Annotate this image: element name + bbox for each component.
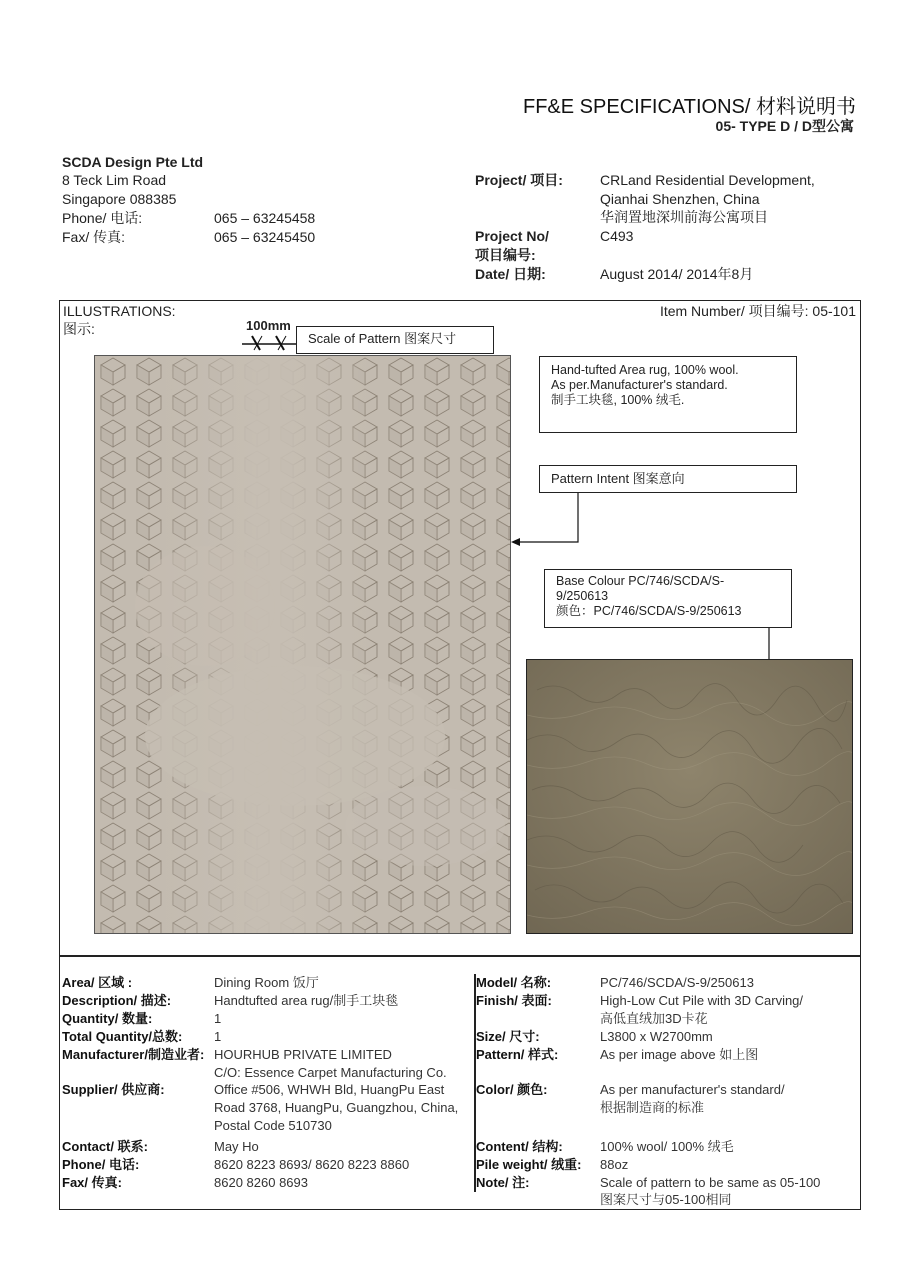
pattern-intent-box	[539, 465, 797, 493]
colour-swatch	[526, 659, 853, 934]
spec-fax-label: Fax/ 传真:	[62, 1175, 122, 1190]
spec-phone-label: Phone/ 电话:	[62, 1157, 140, 1172]
pattern-intent-label: Pattern Intent 图案意向	[551, 471, 685, 486]
spec-area-value: Dining Room 饭厅	[214, 975, 319, 990]
spec-pile-weight-value: 88oz	[600, 1157, 629, 1172]
base-colour-line2: 9/250613	[556, 589, 609, 603]
spec-manufacturer-value-line2: C/O: Essence Carpet Manufacturing Co.	[214, 1065, 447, 1080]
spec-finish-label: Finish/ 表面:	[476, 993, 552, 1008]
spec-contact-label: Contact/ 联系:	[62, 1139, 148, 1154]
spec-quantity-label: Quantity/ 数量:	[62, 1011, 153, 1026]
spec-finish-value-line2: 高低直绒加3D卡花	[600, 1011, 708, 1026]
spec-pile-weight-label: Pile weight/ 绒重:	[476, 1157, 582, 1172]
company-fax: 065 – 63245450	[214, 229, 316, 245]
project-name-line1: CRLand Residential Development,	[600, 172, 815, 188]
description-line2: As per.Manufacturer's standard.	[551, 378, 728, 392]
spec-supplier-label: Supplier/ 供应商:	[62, 1082, 165, 1097]
company-name: SCDA Design Pte Ltd	[62, 154, 204, 170]
base-colour-line1: Base Colour PC/746/SCDA/S-	[556, 574, 725, 588]
project-no: C493	[600, 228, 634, 244]
spec-manufacturer-value: HOURHUB PRIVATE LIMITED	[214, 1047, 392, 1062]
spec-model-label: Model/ 名称:	[476, 975, 552, 990]
project-name-line3: 华润置地深圳前海公寓项目	[600, 209, 768, 225]
spec-content-value: 100% wool/ 100% 绒毛	[600, 1139, 734, 1154]
illustrations-label-cn: 图示:	[63, 321, 95, 337]
spec-note-label: Note/ 注:	[476, 1175, 530, 1190]
spec-note-value: Scale of pattern to be same as 05-100	[600, 1175, 821, 1190]
spec-color-value-line2: 根据制造商的标准	[600, 1100, 705, 1115]
spec-description-label: Description/ 描述:	[62, 993, 172, 1008]
spec-contact-value: May Ho	[214, 1139, 259, 1154]
scale-mark-icon	[240, 330, 300, 352]
rug-image	[94, 355, 511, 934]
company-address-line1: 8 Teck Lim Road	[62, 172, 167, 188]
spec-pattern-value: As per image above 如上图	[600, 1047, 759, 1062]
company-phone: 065 – 63245458	[214, 210, 316, 226]
section-divider	[59, 955, 861, 957]
company-fax-label: Fax/ 传真:	[62, 229, 126, 245]
date-value: August 2014/ 2014年8月	[600, 266, 754, 282]
spec-phone-value: 8620 8223 8693/ 8620 8223 8860	[214, 1157, 410, 1172]
company-phone-label: Phone/ 电话:	[62, 210, 143, 226]
date-label: Date/ 日期:	[475, 266, 546, 282]
item-number: Item Number/ 项目编号: 05-101	[659, 303, 856, 319]
spec-model-value: PC/746/SCDA/S-9/250613	[600, 975, 754, 990]
spec-size-label: Size/ 尺寸:	[476, 1029, 540, 1044]
base-colour-line3: 颜色：PC/746/SCDA/S-9/250613	[556, 604, 742, 618]
spec-content-label: Content/ 结构:	[476, 1139, 563, 1154]
base-colour-box	[544, 569, 792, 628]
spec-area-label: Area/ 区域 :	[62, 975, 133, 990]
description-box	[539, 356, 797, 433]
company-address-line2: Singapore 088385	[62, 191, 177, 207]
spec-color-value: As per manufacturer's standard/	[600, 1082, 785, 1097]
spec-quantity-value: 1	[214, 1011, 222, 1026]
spec-total-quantity-value: 1	[214, 1029, 222, 1044]
spec-fax-value: 8620 8260 8693	[214, 1175, 308, 1190]
spec-supplier-value-line2: Road 3768, HuangPu, Guangzhou, China,	[214, 1100, 459, 1115]
description-line3: 制手工块毯, 100% 绒毛.	[551, 393, 685, 407]
document-subtitle: 05- TYPE D / D型公寓	[715, 118, 854, 134]
scale-mark-label: 100mm	[246, 318, 291, 333]
project-label: Project/ 项目:	[475, 172, 563, 188]
pattern-intent-arrow	[508, 490, 583, 550]
document-title: FF&E SPECIFICATIONS/ 材料说明书	[523, 96, 856, 118]
scale-of-pattern-text: Scale of Pattern 图案尺寸	[308, 331, 457, 346]
project-no-label: Project No/	[475, 228, 549, 244]
spec-color-label: Color/ 颜色:	[476, 1082, 548, 1097]
project-no-label-cn: 项目编号:	[475, 247, 536, 263]
spec-size-value: L3800 x W2700mm	[600, 1029, 713, 1044]
spec-finish-value: High-Low Cut Pile with 3D Carving/	[600, 993, 804, 1008]
spec-description-value: Handtufted area rug/制手工块毯	[214, 993, 399, 1008]
spec-note-value-line2: 图案尺寸与05-100相同	[600, 1192, 732, 1207]
spec-manufacturer-label: Manufacturer/制造业者:	[62, 1047, 205, 1062]
spec-pattern-label: Pattern/ 样式:	[476, 1047, 559, 1062]
spec-supplier-value-line3: Postal Code 510730	[214, 1118, 332, 1133]
spec-total-quantity-label: Total Quantity/总数:	[62, 1029, 183, 1044]
project-name-line2: Qianhai Shenzhen, China	[600, 191, 760, 207]
description-line1: Hand-tufted Area rug, 100% wool.	[551, 363, 739, 377]
scale-of-pattern-box	[296, 326, 494, 354]
illustrations-label: ILLUSTRATIONS:	[63, 303, 176, 319]
spec-supplier-value: Office #506, WHWH Bld, HuangPu East	[214, 1082, 445, 1097]
